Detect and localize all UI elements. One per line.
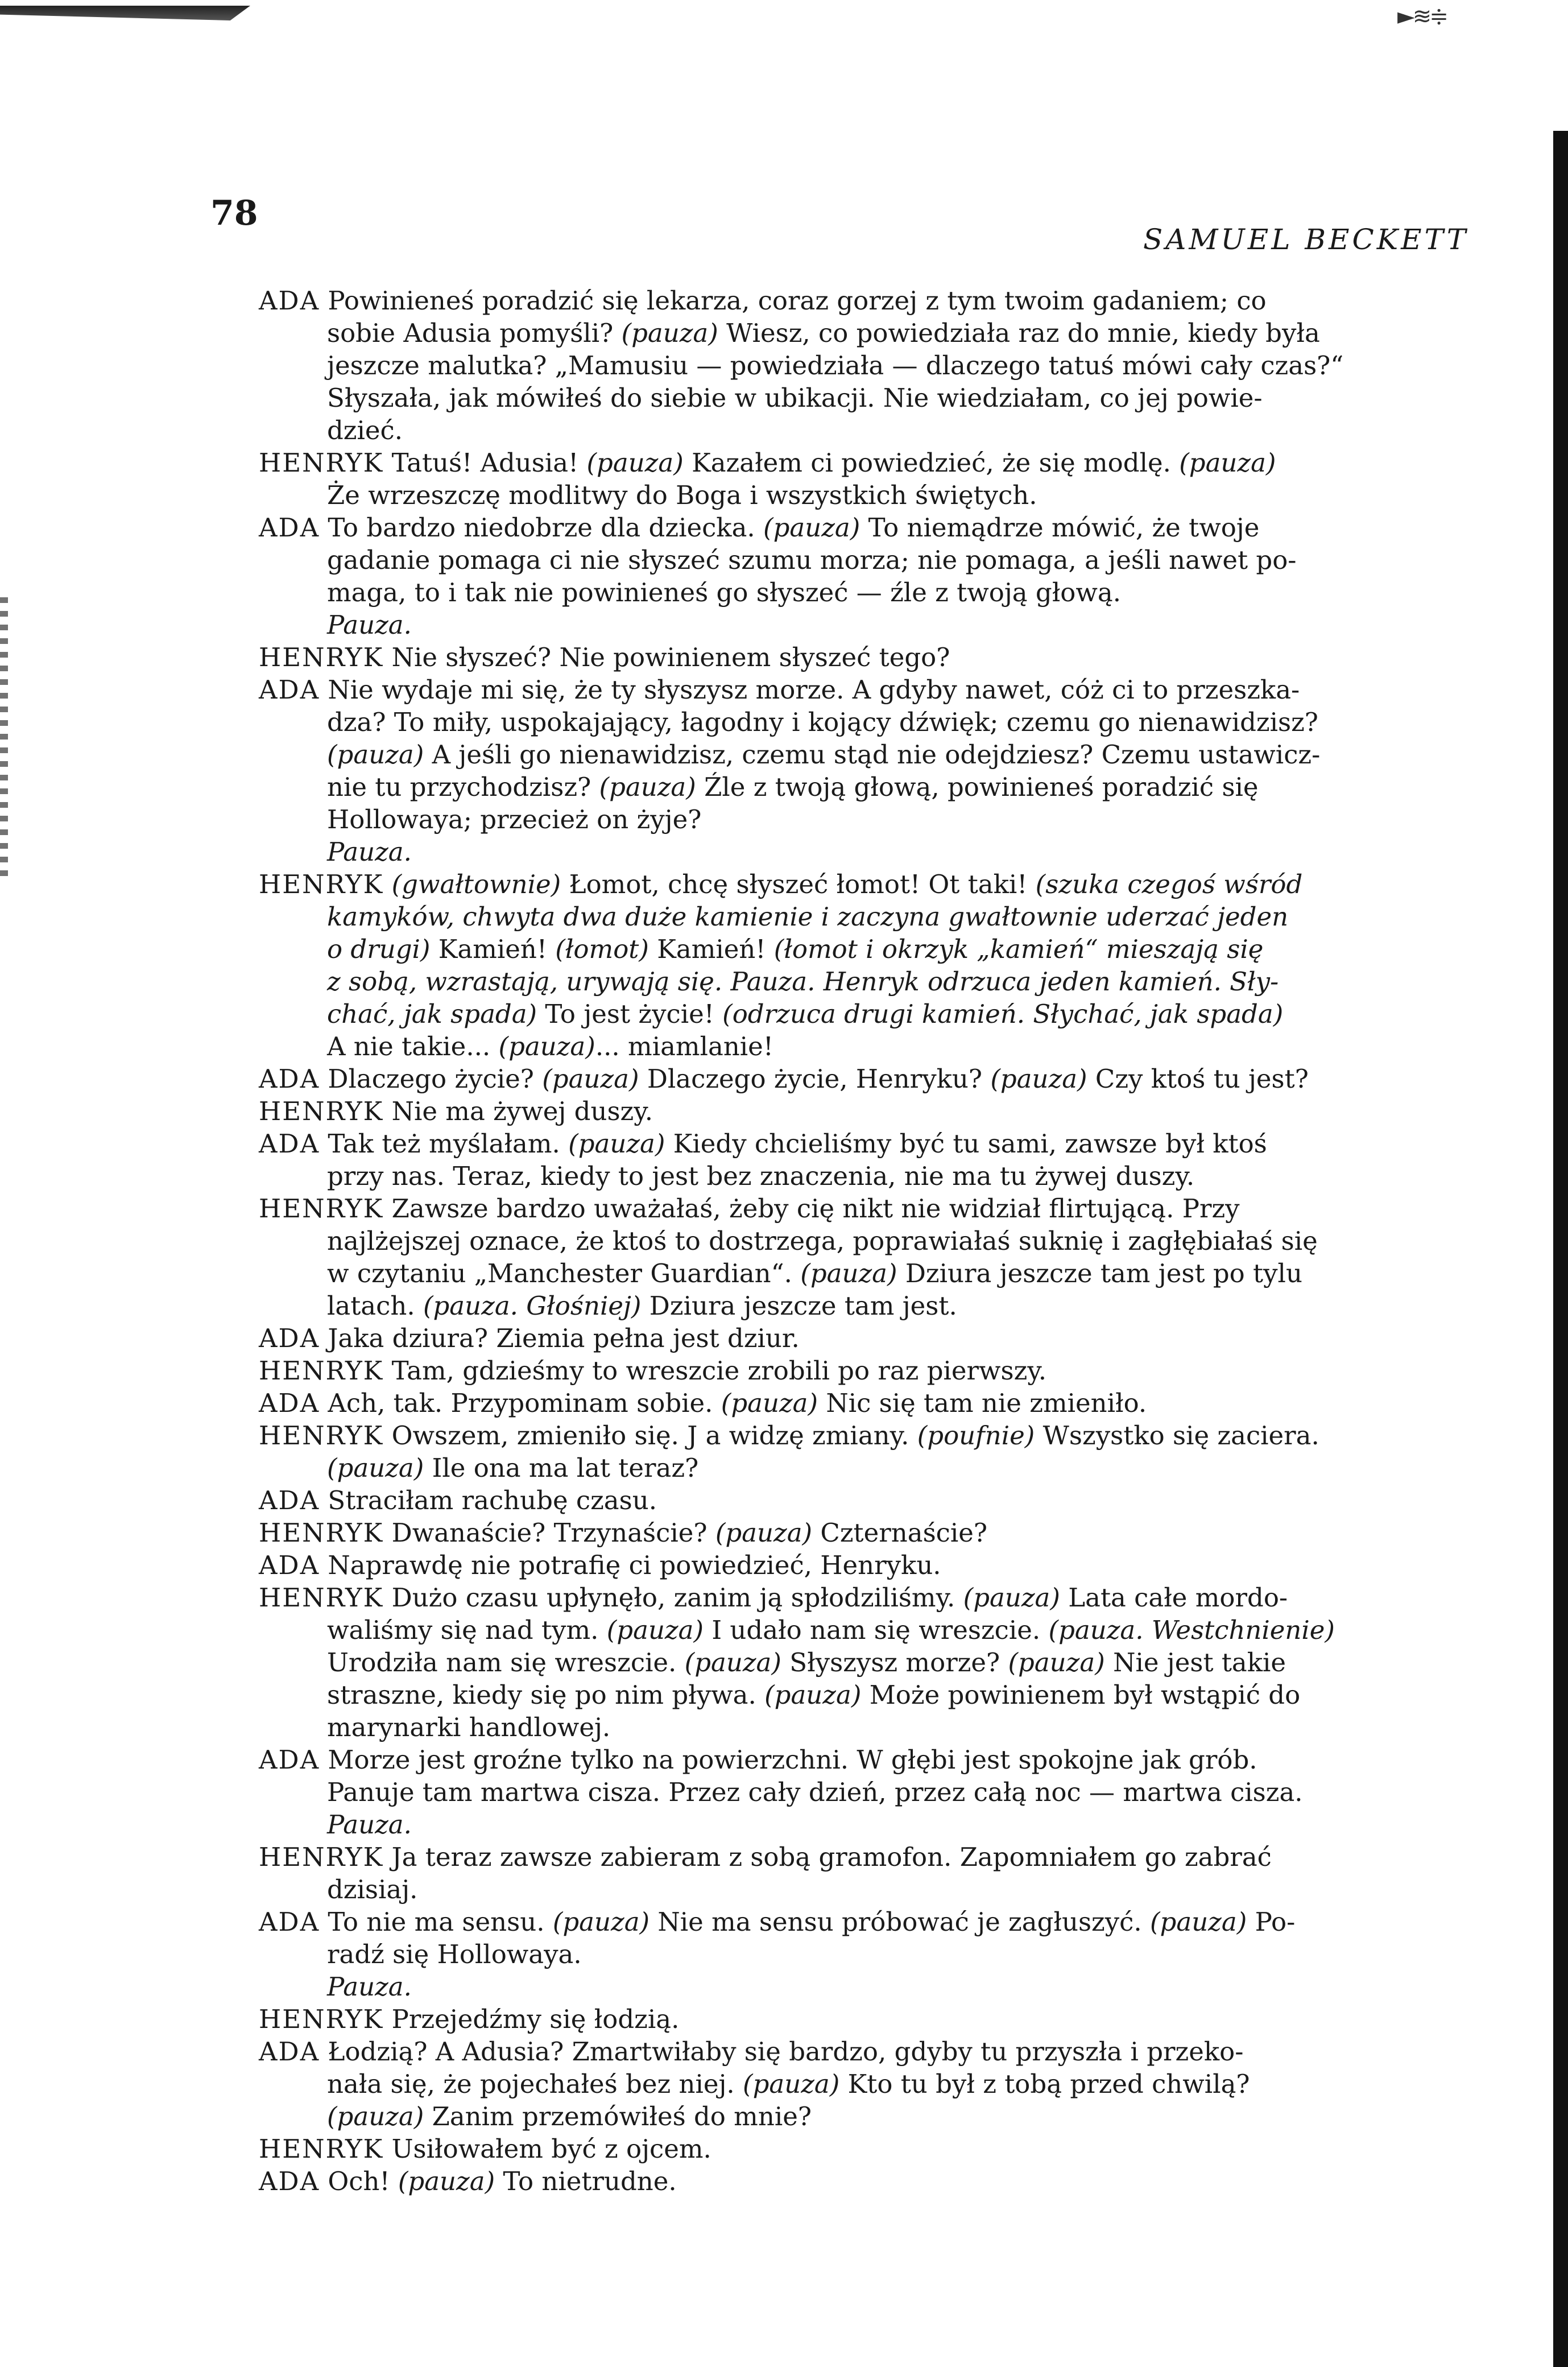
line-text: dzieć. xyxy=(327,415,403,445)
line-text: Powinieneś poradzić się lekarza, coraz gorzej z tym twoim gadaniem; co xyxy=(328,286,1267,316)
speaker-name: HENRYK xyxy=(259,1583,384,1613)
dialogue-line xyxy=(259,1549,1453,1581)
speaker-name: ADA xyxy=(259,1745,320,1775)
line-text: marynarki handlowej. xyxy=(327,1712,611,1742)
dialogue-continuation xyxy=(259,933,1453,965)
speaker-name: ADA xyxy=(259,1550,320,1580)
line-text: Och! (pauza) To nietrudne. xyxy=(328,2166,677,2196)
dialogue-line xyxy=(259,1387,1453,1419)
dialogue-line xyxy=(259,1517,1453,1549)
dialogue-line xyxy=(259,1744,1453,1776)
speaker-name: HENRYK xyxy=(259,869,384,899)
dialogue-continuation xyxy=(259,1160,1453,1192)
scan-binding-edge xyxy=(0,597,8,882)
line-text: najlżejszej oznace, że ktoś to dostrzega, poprawiałaś suknię i zagłębiałaś się xyxy=(327,1226,1318,1256)
dialogue-continuation xyxy=(259,576,1453,609)
dialogue-continuation xyxy=(259,1452,1453,1484)
speaker-name: HENRYK xyxy=(259,2134,384,2164)
line-text: Ach, tak. Przypominam sobie. (pauza) Nic się tam nie zmieniło. xyxy=(328,1388,1147,1418)
line-text: straszne, kiedy się po nim pływa. (pauza) Może powinienem był wstąpić do xyxy=(327,1680,1301,1710)
line-text: Ja teraz zawsze zabieram z sobą gramofon. Zapomniałem go zabrać xyxy=(391,1842,1272,1872)
dialogue-line xyxy=(259,641,1453,674)
dialogue-line xyxy=(259,511,1453,544)
line-text: Tatuś! Adusia! (pauza) Kazałem ci powiedzieć, że się modlę. (pauza) xyxy=(391,448,1276,478)
line-text: przy nas. Teraz, kiedy to jest bez znaczenia, nie ma tu żywej duszy. xyxy=(327,1161,1195,1191)
dialogue-continuation xyxy=(259,1873,1453,1906)
dialogue-continuation xyxy=(259,1938,1453,1971)
dialogue-continuation xyxy=(259,479,1453,511)
dialogue-continuation xyxy=(259,998,1453,1030)
dialogue-continuation xyxy=(259,965,1453,998)
line-text: Jaka dziura? Ziemia pełna jest dziur. xyxy=(328,1323,800,1353)
dialogue-continuation xyxy=(259,349,1453,382)
line-text: o drugi) Kamień! (łomot) Kamień! (łomot i okrzyk „kamień“ mieszają się xyxy=(327,934,1264,964)
speaker-name: HENRYK xyxy=(259,1518,384,1548)
dialogue-line xyxy=(259,1192,1453,1225)
line-text: latach. (pauza. Głośniej) Dziura jeszcze tam jest. xyxy=(327,1291,957,1321)
line-text: Łodzią? A Adusia? Zmartwiłaby się bardzo, gdyby tu przyszła i przeko- xyxy=(328,2036,1244,2067)
line-text: Pauza. xyxy=(327,837,412,867)
scan-page-edge xyxy=(1553,131,1568,2367)
dialogue-continuation xyxy=(259,706,1453,738)
line-text: To nie ma sensu. (pauza) Nie ma sensu próbować je zagłuszyć. (pauza) Po- xyxy=(328,1907,1296,1937)
line-text: Dlaczego życie? (pauza) Dlaczego życie, Henryku? (pauza) Czy ktoś tu jest? xyxy=(328,1064,1309,1094)
dialogue-continuation xyxy=(259,1257,1453,1290)
speaker-name: ADA xyxy=(259,1388,320,1418)
line-text: (pauza) Ile ona ma lat teraz? xyxy=(327,1453,699,1483)
dialogue-continuation xyxy=(259,1646,1453,1679)
dialogue-continuation xyxy=(259,803,1453,836)
running-head: SAMUEL BECKETT xyxy=(1143,223,1469,256)
line-text: Naprawdę nie potrafię ci powiedzieć, Henryku. xyxy=(328,1550,941,1580)
dialogue-line xyxy=(259,1581,1453,1614)
speaker-name: HENRYK xyxy=(259,1193,384,1224)
speaker-name: ADA xyxy=(259,1129,320,1159)
speaker-name: ADA xyxy=(259,2036,320,2067)
speaker-name: HENRYK xyxy=(259,1842,384,1872)
line-text: Straciłam rachubę czasu. xyxy=(328,1485,657,1515)
dialogue-continuation xyxy=(259,1808,1453,1841)
line-text: waliśmy się nad tym. (pauza) I udało nam się wreszcie. (pauza. Westchnienie) xyxy=(327,1615,1335,1645)
speaker-name: HENRYK xyxy=(259,642,384,672)
line-text: Pauza. xyxy=(327,1810,412,1840)
line-text: dzisiaj. xyxy=(327,1874,418,1905)
dialogue-continuation xyxy=(259,2100,1453,2133)
dialogue-line xyxy=(259,1322,1453,1354)
line-text: Pauza. xyxy=(327,610,412,640)
line-text: dza? To miły, uspokajający, łagodny i kojący dźwięk; czemu go nienawidzisz? xyxy=(327,707,1318,737)
line-text: w czytaniu „Manchester Guardian“. (pauza) Dziura jeszcze tam jest po tylu xyxy=(327,1258,1302,1288)
line-text: Usiłowałem być z ojcem. xyxy=(391,2134,711,2164)
dialogue-line xyxy=(259,284,1453,317)
line-text: To bardzo niedobrze dla dziecka. (pauza) To niemądrze mówić, że twoje xyxy=(328,513,1260,543)
line-text: z sobą, wzrastają, urywają się. Pauza. Henryk odrzuca jeden kamień. Sły- xyxy=(327,966,1279,997)
dialogue-continuation xyxy=(259,1776,1453,1808)
dialogue-continuation xyxy=(259,1225,1453,1257)
page-number: 78 xyxy=(210,193,258,233)
line-text: Tak też myślałam. (pauza) Kiedy chcieliśmy być tu sami, zawsze był ktoś xyxy=(328,1129,1267,1159)
dialogue-line xyxy=(259,1063,1453,1095)
dialogue-line xyxy=(259,1841,1453,1873)
dialogue-line xyxy=(259,2165,1453,2197)
line-text: maga, to i tak nie powinieneś go słyszeć — źle z twoją głową. xyxy=(327,577,1122,608)
dialogue-line xyxy=(259,2003,1453,2035)
speaker-name: HENRYK xyxy=(259,448,384,478)
line-text: (gwałtownie) Łomot, chcę słyszeć łomot! Ot taki! (szuka czegoś wśród xyxy=(391,869,1303,899)
speaker-name: HENRYK xyxy=(259,1356,384,1386)
speaker-name: ADA xyxy=(259,2166,320,2196)
dialogue-line xyxy=(259,1127,1453,1160)
scan-mark-glyphs: ►≋≑ xyxy=(1397,3,1446,30)
dialogue-continuation xyxy=(259,900,1453,933)
line-text: A nie takie... (pauza)... miamlanie! xyxy=(327,1031,773,1061)
line-text: Słyszała, jak mówiłeś do siebie w ubikacji. Nie wiedziałam, co jej powie- xyxy=(327,383,1263,413)
speaker-name: ADA xyxy=(259,1064,320,1094)
line-text: Tam, gdzieśmy to wreszcie zrobili po raz pierwszy. xyxy=(391,1356,1047,1386)
line-text: Dużo czasu upłynęło, zanim ją spłodziliśmy. (pauza) Lata całe mordo- xyxy=(391,1583,1288,1613)
line-text: kamyków, chwyta dwa duże kamienie i zaczyna gwałtownie uderzać jeden xyxy=(327,902,1289,932)
speaker-name: HENRYK xyxy=(259,1420,384,1451)
dialogue-continuation xyxy=(259,1711,1453,1744)
play-text xyxy=(259,284,1453,2197)
dialogue-line xyxy=(259,1354,1453,1387)
dialogue-continuation xyxy=(259,1030,1453,1063)
speaker-name: ADA xyxy=(259,1907,320,1937)
line-text: Przejedźmy się łodzią. xyxy=(391,2004,680,2034)
line-text: Zawsze bardzo uważałaś, żeby cię nikt nie widział flirtującą. Przy xyxy=(391,1193,1240,1224)
dialogue-continuation xyxy=(259,2068,1453,2100)
dialogue-line xyxy=(259,447,1453,479)
line-text: Morze jest groźne tylko na powierzchni. W głębi jest spokojne jak grób. xyxy=(328,1745,1257,1775)
dialogue-continuation xyxy=(259,836,1453,868)
dialogue-line xyxy=(259,674,1453,706)
dialogue-line xyxy=(259,2035,1453,2068)
line-text: Nie wydaje mi się, że ty słyszysz morze. A gdyby nawet, cóż ci to przeszka- xyxy=(328,675,1300,705)
line-text: Urodziła nam się wreszcie. (pauza) Słyszysz morze? (pauza) Nie jest takie xyxy=(327,1647,1286,1678)
speaker-name: ADA xyxy=(259,286,320,316)
line-text: Panuje tam martwa cisza. Przez cały dzień, przez całą noc — martwa cisza. xyxy=(327,1777,1303,1807)
line-text: sobie Adusia pomyśli? (pauza) Wiesz, co powiedziała raz do mnie, kiedy była xyxy=(327,318,1320,348)
speaker-name: ADA xyxy=(259,1485,320,1515)
line-text: Nie ma żywej duszy. xyxy=(391,1096,653,1126)
line-text: Że wrzeszczę modlitwy do Boga i wszystkich świętych. xyxy=(327,480,1037,510)
line-text: (pauza) Zanim przemówiłeś do mnie? xyxy=(327,2101,812,2131)
speaker-name: HENRYK xyxy=(259,1096,384,1126)
line-text: gadanie pomaga ci nie słyszeć szumu morza; nie pomaga, a jeśli nawet po- xyxy=(327,545,1297,575)
dialogue-line xyxy=(259,1484,1453,1517)
dialogue-continuation xyxy=(259,771,1453,803)
dialogue-line xyxy=(259,2133,1453,2165)
line-text: (pauza) A jeśli go nienawidzisz, czemu stąd nie odejdziesz? Czemu ustawicz- xyxy=(327,740,1321,770)
speaker-name: HENRYK xyxy=(259,2004,384,2034)
line-text: chać, jak spada) To jest życie! (odrzuca drugi kamień. Słychać, jak spada) xyxy=(327,999,1284,1029)
dialogue-continuation xyxy=(259,382,1453,414)
dialogue-line xyxy=(259,868,1453,900)
dialogue-continuation xyxy=(259,544,1453,576)
line-text: Dwanaście? Trzynaście? (pauza) Czternaście? xyxy=(391,1518,988,1548)
line-text: radź się Hollowaya. xyxy=(327,1939,582,1969)
dialogue-line xyxy=(259,1419,1453,1452)
dialogue-continuation xyxy=(259,317,1453,349)
dialogue-continuation xyxy=(259,1614,1453,1646)
scan-mark xyxy=(0,6,250,20)
speaker-name: ADA xyxy=(259,513,320,543)
dialogue-line xyxy=(259,1095,1453,1127)
line-text: Owszem, zmieniło się. J a widzę zmiany. (poufnie) Wszystko się zaciera. xyxy=(391,1420,1319,1451)
dialogue-continuation xyxy=(259,414,1453,447)
speaker-name: ADA xyxy=(259,675,320,705)
line-text: jeszcze malutka? „Mamusiu — powiedziała — dlaczego tatuś mówi cały czas?“ xyxy=(327,350,1344,381)
dialogue-continuation xyxy=(259,609,1453,641)
line-text: Hollowaya; przecież on żyje? xyxy=(327,804,702,835)
dialogue-continuation xyxy=(259,1290,1453,1322)
line-text: nała się, że pojechałeś bez niej. (pauza) Kto tu był z tobą przed chwilą? xyxy=(327,2069,1250,2099)
dialogue-continuation xyxy=(259,738,1453,771)
dialogue-line xyxy=(259,1906,1453,1938)
line-text: nie tu przychodzisz? (pauza) Źle z twoją głową, powinieneś poradzić się xyxy=(327,772,1259,802)
line-text: Nie słyszeć? Nie powinienem słyszeć tego? xyxy=(391,642,950,672)
line-text: Pauza. xyxy=(327,1972,412,2002)
dialogue-continuation xyxy=(259,1971,1453,2003)
speaker-name: ADA xyxy=(259,1323,320,1353)
dialogue-continuation xyxy=(259,1679,1453,1711)
